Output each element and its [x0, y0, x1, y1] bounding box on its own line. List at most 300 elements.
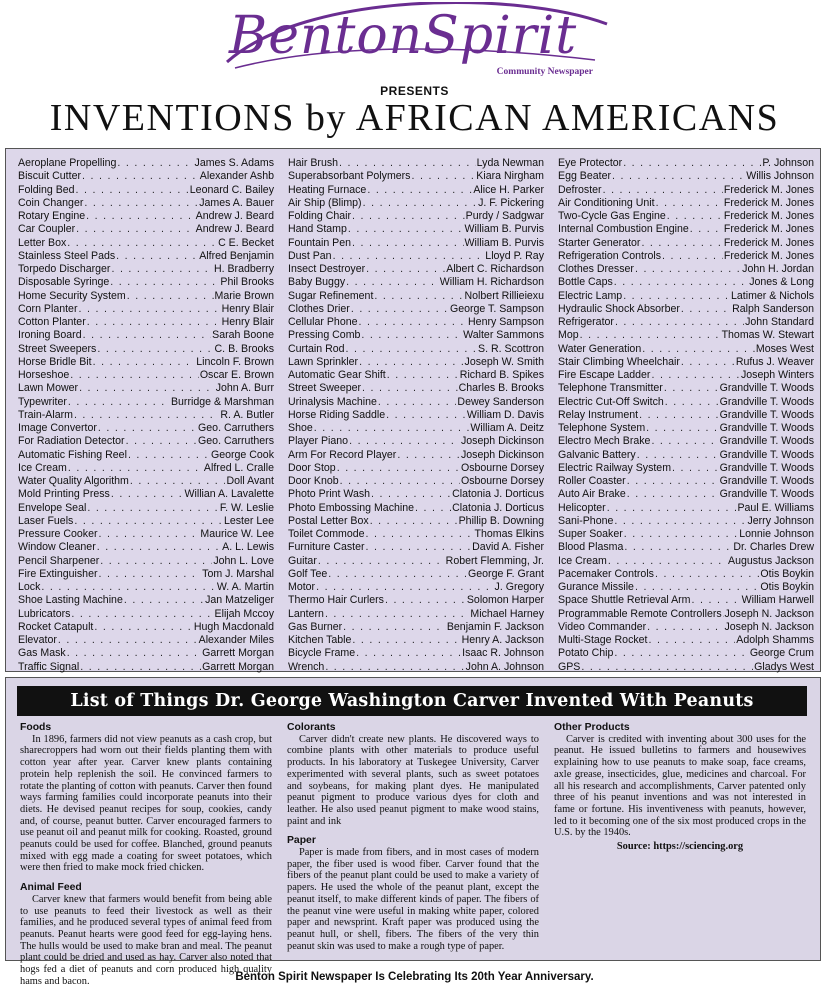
invention-row	[558, 396, 814, 409]
invention-name: Photo Print Wash	[288, 488, 371, 501]
invention-name: Stair Climbing Wheelchair	[558, 355, 680, 368]
invention-name: Train-Alarm	[18, 408, 73, 421]
invention-row	[558, 488, 814, 501]
invention-name: Sugar Refinement	[288, 289, 374, 302]
invention-row	[558, 661, 814, 674]
invention-row	[288, 356, 544, 369]
colorants-paragraph: Carver didn't create new plants. He discovered ways to combine plants with other materials to produce useful products. In his laboratory at Tuskegee University, Carver experimented with several plants, such as sweet potatoes and soybeans, for making plant dyes. He manipulated peanut pigment to produce various dyes for cloth and leather. He also used peanut pigment to make wood stains, paint and ink	[287, 733, 539, 827]
invention-row	[558, 170, 814, 183]
invention-name: Defroster	[558, 183, 602, 196]
leader-dots	[351, 303, 449, 316]
source-citation: Source: https://sciencing.org	[616, 841, 744, 853]
leader-dots	[343, 621, 446, 634]
leader-dots	[635, 581, 759, 594]
inventor-name: Jan Matzeliger	[205, 594, 274, 607]
invention-name: Auto Air Brake	[558, 488, 626, 501]
invention-name: Clothes Dresser	[558, 263, 634, 275]
leader-dots	[614, 515, 746, 528]
leader-dots	[98, 568, 201, 581]
invention-name: Refrigerator	[558, 316, 614, 328]
leader-dots	[67, 647, 201, 660]
inventor-name: Lincoln F. Brown	[196, 355, 274, 368]
inventor-name: George Crum	[749, 647, 814, 660]
leader-dots	[665, 396, 719, 409]
invention-row	[288, 210, 544, 223]
leader-dots	[71, 608, 213, 621]
inventor-name: Latimer & Nichols	[730, 289, 814, 302]
invention-name: Water Generation	[558, 342, 642, 355]
invention-row	[288, 634, 544, 647]
inventor-name: James S. Adams	[194, 157, 274, 169]
inventor-name: J. F. Pickering	[478, 196, 544, 209]
inventor-name: Kiara Nirgham	[476, 170, 544, 183]
leader-dots	[385, 594, 466, 607]
invention-name: GPS	[558, 660, 581, 673]
inventor-name: Frederick M. Jones	[723, 210, 814, 222]
invention-name: Corn Planter	[18, 302, 78, 315]
leader-dots	[352, 237, 464, 250]
inventor-name: Paul E. Williams	[737, 501, 814, 514]
inventor-name: Walter Sammons	[463, 329, 544, 342]
inventor-name: Grandville T. Woods	[719, 382, 814, 395]
invention-name: Dust Pan	[288, 249, 332, 262]
invention-row	[288, 409, 544, 422]
invention-name: Super Soaker	[558, 528, 623, 540]
invention-row	[18, 409, 274, 422]
leader-dots	[80, 661, 201, 674]
leader-dots	[94, 621, 193, 634]
invention-row	[18, 382, 274, 395]
invention-name: Blood Plasma	[558, 541, 624, 554]
invention-name: Aeroplane Propelling	[18, 157, 117, 169]
leader-dots	[646, 422, 718, 435]
invention-row	[18, 223, 274, 236]
invention-row	[558, 210, 814, 223]
inventor-name: Alfred L. Cralle	[203, 461, 274, 474]
leader-dots	[378, 396, 457, 409]
leader-dots	[70, 369, 199, 382]
newspaper-logo	[215, 2, 615, 88]
inventor-name: Richard B. Spikes	[459, 369, 544, 381]
invention-name: Hand Stamp	[288, 223, 347, 236]
invention-row	[558, 369, 814, 382]
inventor-name: Joseph Dickinson	[460, 448, 544, 461]
invention-row	[288, 555, 544, 568]
invention-row	[18, 396, 274, 409]
leader-dots	[603, 184, 723, 197]
colorants-heading: Colorants	[287, 722, 336, 733]
inventor-name: A. L. Lewis	[222, 541, 274, 554]
invention-name: Thermo Hair Curlers	[288, 594, 384, 607]
invention-row	[288, 475, 544, 488]
animal-feed-paragraph: Carver knew that farmers would benefit from being able to use peanuts to feed their livestock as well as their families, and he produced several types of animal feed from peanuts. Peanut hearts were good feed for egg-laying hens. The hulls would be used to make bran and meal. The peanut plant could be dried and used as hay. Carver also noted that hogs fed a diet of peanuts and corn produced high quality hams and bacon.	[20, 893, 272, 987]
leader-dots	[58, 634, 198, 647]
leader-dots	[647, 621, 723, 634]
inventor-name: S. R. Scottron	[478, 342, 544, 355]
invention-name: Arm For Record Player	[288, 448, 397, 461]
leader-dots	[374, 290, 463, 303]
invention-name: Pressure Cooker	[18, 528, 98, 540]
invention-name: Toilet Commode	[288, 528, 365, 540]
invention-name: Image Convertor	[18, 422, 97, 434]
invention-name: Refrigeration Controls	[558, 249, 662, 262]
invention-row	[558, 263, 814, 276]
inventor-name: Lester Lee	[223, 514, 274, 527]
leader-dots	[641, 237, 722, 250]
invention-name: Horse Riding Saddle	[288, 408, 386, 421]
inventor-name: Henry Blair	[221, 316, 274, 328]
invention-row	[18, 210, 274, 223]
invention-row	[18, 568, 274, 581]
invention-row	[288, 435, 544, 448]
inventions-column-3	[558, 157, 814, 674]
leader-dots	[352, 634, 460, 647]
invention-row	[18, 621, 274, 634]
invention-name: Fountain Pen	[288, 236, 352, 249]
leader-dots	[371, 488, 451, 501]
inventor-name: Benjamin F. Jackson	[446, 620, 544, 633]
inventor-name: Ralph Sanderson	[732, 302, 814, 315]
inventor-name: Clatonia J. Dorticus	[452, 488, 544, 501]
invention-name: Window Cleaner	[18, 541, 96, 554]
invention-name: Heating Furnace	[288, 183, 367, 196]
leader-dots	[130, 475, 226, 488]
invention-row	[288, 382, 544, 395]
inventor-name: Grandville T. Woods	[719, 461, 814, 474]
leader-dots	[655, 568, 759, 581]
leader-dots	[111, 263, 212, 276]
invention-name: Cellular Phone	[288, 316, 358, 328]
invention-row	[558, 515, 814, 528]
invention-row	[558, 568, 814, 581]
invention-row	[288, 223, 544, 236]
leader-dots	[356, 647, 461, 660]
inventor-name: Alfred Benjamin	[199, 249, 274, 262]
inventor-name: Dr. Charles Drew	[733, 541, 814, 554]
inventor-name: Willian A. Lavalette	[184, 488, 274, 501]
invention-row	[18, 316, 274, 329]
inventor-name: Osbourne Dorsey	[460, 475, 544, 487]
invention-row	[558, 422, 814, 435]
leader-dots	[723, 608, 724, 621]
leader-dots	[639, 409, 719, 422]
inventor-name: John H. Jordan	[742, 263, 814, 275]
footer-note: Benton Spirit Newspaper Is Celebrating Its 20th Year Anniversary.	[235, 971, 594, 983]
inventor-name: Frederick M. Jones	[723, 249, 814, 262]
invention-name: Lawn Mower	[18, 382, 79, 395]
leader-dots	[649, 634, 736, 647]
leader-dots	[607, 502, 737, 515]
invention-row	[288, 263, 544, 276]
brand-subtitle: Community Newspaper	[496, 67, 593, 77]
inventor-name: Oscar E. Brown	[199, 369, 274, 381]
invention-row	[558, 343, 814, 356]
invention-name: Roller Coaster	[558, 475, 626, 487]
invention-row	[18, 541, 274, 554]
invention-name: Kitchen Table	[288, 634, 352, 646]
leader-dots	[615, 316, 744, 329]
invention-name: Eye Protector	[558, 157, 623, 169]
inventor-name: William D. Davis	[466, 408, 544, 421]
leader-dots	[580, 329, 721, 342]
invention-row	[558, 528, 814, 541]
leader-dots	[325, 661, 464, 674]
inventor-name: Alice H. Parker	[473, 183, 544, 196]
invention-name: Gurance Missile	[558, 581, 634, 593]
invention-row	[288, 621, 544, 634]
inventor-name: Burridge & Marshman	[170, 395, 274, 408]
invention-name: Shoe Lasting Machine	[18, 594, 123, 607]
inventor-name: Michael Harney	[470, 607, 544, 620]
invention-row	[288, 661, 544, 674]
inventor-name: P. Johnson	[762, 157, 814, 169]
invention-name: Clothes Drier	[288, 302, 350, 315]
invention-name: Insect Destroyer	[288, 263, 366, 275]
carver-text-column-2	[287, 722, 539, 960]
invention-row	[18, 555, 274, 568]
inventor-name: Maurice W. Lee	[200, 528, 274, 540]
leader-dots	[127, 290, 214, 303]
invention-name: Egg Beater	[558, 170, 612, 183]
invention-name: Sani-Phone	[558, 514, 614, 527]
leader-dots	[627, 488, 719, 501]
invention-row	[558, 449, 814, 462]
inventor-name: Solomon Harper	[466, 594, 544, 607]
inventor-name: Geo. Carruthers	[198, 435, 274, 448]
invention-row	[558, 555, 814, 568]
invention-name: Hydraulic Shock Absorber	[558, 302, 680, 315]
leader-dots	[612, 170, 745, 183]
leader-dots	[78, 303, 220, 316]
leader-dots	[87, 316, 221, 329]
leader-dots	[387, 369, 459, 382]
inventor-name: Isaac R. Johnson	[462, 647, 544, 660]
leader-dots	[128, 449, 210, 462]
invention-row	[558, 197, 814, 210]
invention-row	[558, 621, 814, 634]
leader-dots	[116, 250, 198, 263]
invention-row	[18, 661, 274, 674]
inventor-name: Grandville T. Woods	[719, 475, 814, 487]
leader-dots	[363, 197, 477, 210]
invention-name: For Radiation Detector	[18, 435, 125, 448]
inventor-name: Robert Flemming, Jr.	[445, 554, 544, 567]
invention-name: Water Quality Algorithm	[18, 475, 129, 487]
inventor-name: Frederick M. Jones	[723, 236, 814, 249]
inventions-column-2	[288, 157, 544, 674]
invention-row	[288, 396, 544, 409]
leader-dots	[93, 356, 196, 369]
invention-row	[18, 528, 274, 541]
invention-row	[18, 462, 274, 475]
inventor-name: Andrew J. Beard	[195, 223, 274, 236]
leader-dots	[367, 184, 472, 197]
invention-row	[18, 594, 274, 607]
leader-dots	[124, 594, 204, 607]
invention-row	[18, 369, 274, 382]
invention-name: Car Coupler	[18, 223, 76, 236]
leader-dots	[624, 528, 738, 541]
invention-row	[18, 237, 274, 250]
invention-row	[558, 316, 814, 329]
leader-dots	[681, 356, 735, 369]
invention-row	[558, 329, 814, 342]
invention-name: Electric Railway System	[558, 461, 672, 474]
inventor-name: Grandville T. Woods	[719, 448, 814, 461]
invention-row	[18, 581, 274, 594]
invention-name: Pacemaker Controls	[558, 567, 654, 580]
invention-row	[288, 502, 544, 515]
inventor-name: Phil Brooks	[220, 276, 274, 289]
invention-row	[18, 422, 274, 435]
invention-row	[18, 197, 274, 210]
inventor-name: W. A. Martin	[216, 581, 274, 593]
invention-name: Fire Extinguisher	[18, 567, 98, 580]
carver-text-column-3	[554, 722, 806, 853]
inventor-name: Grandville T. Woods	[719, 488, 814, 501]
inventor-name: Adolph Shamms	[736, 634, 814, 646]
invention-name: Torpedo Discharger	[18, 263, 111, 275]
invention-name: Air Conditioning Unit	[558, 196, 655, 209]
invention-row	[288, 647, 544, 660]
invention-row	[558, 608, 814, 621]
invention-name: Helicopter	[558, 501, 606, 514]
invention-name: Programmable Remote Controllers	[558, 607, 722, 620]
inventor-name: Hugh Macdonald	[193, 620, 274, 633]
carver-text-column-1	[20, 722, 272, 995]
inventor-name: Nolbert Rillieiexu	[464, 289, 544, 302]
invention-name: Mop	[558, 329, 579, 342]
invention-name: Ice Cream	[18, 461, 67, 474]
inventor-name: Thomas Elkins	[474, 528, 544, 540]
carver-banner: List of Things Dr. George Washington Carver Invented With Peanuts	[17, 686, 807, 716]
invention-row	[558, 250, 814, 263]
invention-name: Player Piano	[288, 435, 349, 448]
invention-name: Air Ship (Blimp)	[288, 196, 362, 209]
inventor-name: Osbourne Dorsey	[460, 461, 544, 474]
leader-dots	[76, 184, 189, 197]
invention-row	[18, 343, 274, 356]
invention-name: Gas Burner	[288, 620, 343, 633]
invention-name: Street Sweeper	[288, 382, 362, 395]
leader-dots	[41, 581, 216, 594]
inventor-name: Tom J. Marshal	[202, 567, 274, 580]
invention-name: Postal Letter Box	[288, 514, 369, 527]
inventor-name: George Cook	[210, 448, 274, 461]
invention-name: Ironing Board	[18, 329, 82, 342]
invention-name: Horseshoe	[18, 369, 70, 381]
inventor-name: Charles B. Brooks	[458, 382, 544, 395]
invention-name: Biscuit Cutter	[18, 170, 81, 183]
invention-name: Envelope Seal	[18, 501, 87, 514]
leader-dots	[328, 568, 467, 581]
invention-name: Automatic Fishing Reel	[18, 448, 127, 461]
invention-name: Rocket Catapult	[18, 620, 94, 633]
inventor-name: Grandville T. Woods	[719, 395, 814, 408]
invention-name: Gas Mask	[18, 647, 66, 660]
leader-dots	[86, 210, 195, 223]
invention-name: Two-Cycle Gas Engine	[558, 210, 666, 222]
leader-dots	[366, 263, 445, 276]
invention-name: Internal Combustion Engine	[558, 223, 689, 236]
invention-name: Pencil Sharpener	[18, 554, 100, 567]
leader-dots	[318, 555, 445, 568]
invention-name: Guitar	[288, 554, 317, 567]
inventor-name: William H. Richardson	[439, 276, 544, 289]
invention-row	[288, 303, 544, 316]
presents-label: PRESENTS	[380, 84, 449, 98]
inventor-name: Clatonia J. Dorticus	[452, 501, 544, 514]
inventor-name: Joseph W. Smith	[464, 355, 544, 368]
invention-row	[558, 276, 814, 289]
invention-name: Electro Mech Brake	[558, 435, 651, 448]
invention-name: Folding Chair	[288, 210, 352, 222]
inventor-name: Henry Blair	[221, 302, 274, 315]
inventor-name: Grandville T. Woods	[719, 422, 814, 434]
leader-dots	[97, 541, 221, 554]
invention-row	[558, 462, 814, 475]
invention-name: Coin Changer	[18, 196, 84, 209]
leader-dots	[411, 170, 475, 183]
invention-row	[18, 303, 274, 316]
invention-name: Baby Buggy	[288, 276, 346, 289]
invention-row	[558, 290, 814, 303]
invention-row	[18, 157, 274, 170]
invention-row	[288, 170, 544, 183]
invention-name: Lantern	[288, 607, 324, 620]
inventor-name: John A. Johnson	[465, 660, 544, 673]
inventor-name: George F. Grant	[468, 567, 544, 580]
invention-name: Multi-Stage Rocket	[558, 634, 648, 646]
paper-paragraph: Paper is made from fibers, and in most cases of modern paper, the fiber used is wood fiber. Carver found that the fibers of the peanut plant could be used to make a variety of papers. He used the whole of the peanut plant, except the peanut itself, to make different kinds of paper. The fibers of the peanut vine were useful in making white paper, colored paper and newsprint. Kraft paper was produced using the peanut hull, or shell, fibers. The fibers of the very thin peanut skin was used to make a rough type of paper.	[287, 847, 539, 952]
invention-name: Elevator	[18, 634, 57, 646]
invention-name: Disposable Syringe	[18, 276, 110, 289]
leader-dots	[651, 435, 718, 448]
invention-row	[18, 608, 274, 621]
invention-name: Typewriter	[18, 395, 67, 408]
invention-row	[18, 515, 274, 528]
invention-row	[288, 594, 544, 607]
foods-paragraph: In 1896, farmers did not view peanuts as a cash crop, but sharecroppers had worn out their fields planting them with cotton year after year. Carver knew plants containing protein help replenish the soil. He convinced farmers to rotate the planting of cotton with peanuts. Carver then found ways farming families could incorporate peanuts into their diets. He devised peanut recipes for soup, cookies, candy and, of course, peanut butter. Carver encouraged farmers to use peanut oil and peanut milk for cooking. Roasted, ground peanuts could be used for coffee. Blanched, ground peanuts mixed with egg made a coating for sweet potatoes, which were then fried to make mock fried chicken.	[20, 733, 272, 874]
leader-dots	[359, 356, 463, 369]
leader-dots	[651, 369, 740, 382]
invention-row	[558, 184, 814, 197]
leader-dots	[397, 449, 460, 462]
invention-name: Stainless Steel Pads	[18, 249, 116, 262]
inventor-name: Joseph Winters	[740, 369, 814, 381]
invention-name: Fire Escape Ladder	[558, 369, 651, 381]
inventor-name: Thomas W. Stewart	[721, 329, 814, 342]
invention-name: Lubricators	[18, 607, 71, 620]
invention-name: Galvanic Battery	[558, 448, 636, 461]
leader-dots	[681, 303, 731, 316]
leader-dots	[352, 210, 465, 223]
invention-row	[288, 369, 544, 382]
invention-name: Folding Bed	[18, 183, 75, 196]
invention-row	[558, 303, 814, 316]
inventor-name: Sarah Boone	[212, 329, 274, 342]
invention-name: Space Shuttle Retrieval Arm	[558, 594, 691, 607]
leader-dots	[672, 462, 719, 475]
inventor-name: David A. Fisher	[472, 541, 544, 554]
invention-row	[18, 435, 274, 448]
leader-dots	[664, 382, 719, 395]
invention-row	[558, 409, 814, 422]
invention-name: Door Stop	[288, 461, 336, 474]
leader-dots	[98, 528, 199, 541]
other-products-paragraph: Carver is credited with inventing about 300 uses for the peanut. He issued bulletins to farmers and housewives explaining how to use peanuts to make soap, face creams, axle grease, insecticides, glue, medicines and charcoal. For all his research and accomplishments, Carver patented only three of his peanut inventions and was not interested in fame or fortune. His inventiveness with peanuts, however, led to it becoming one of the six most produced crops in the U.S. by the 1940s.	[554, 733, 806, 839]
invention-row	[288, 568, 544, 581]
